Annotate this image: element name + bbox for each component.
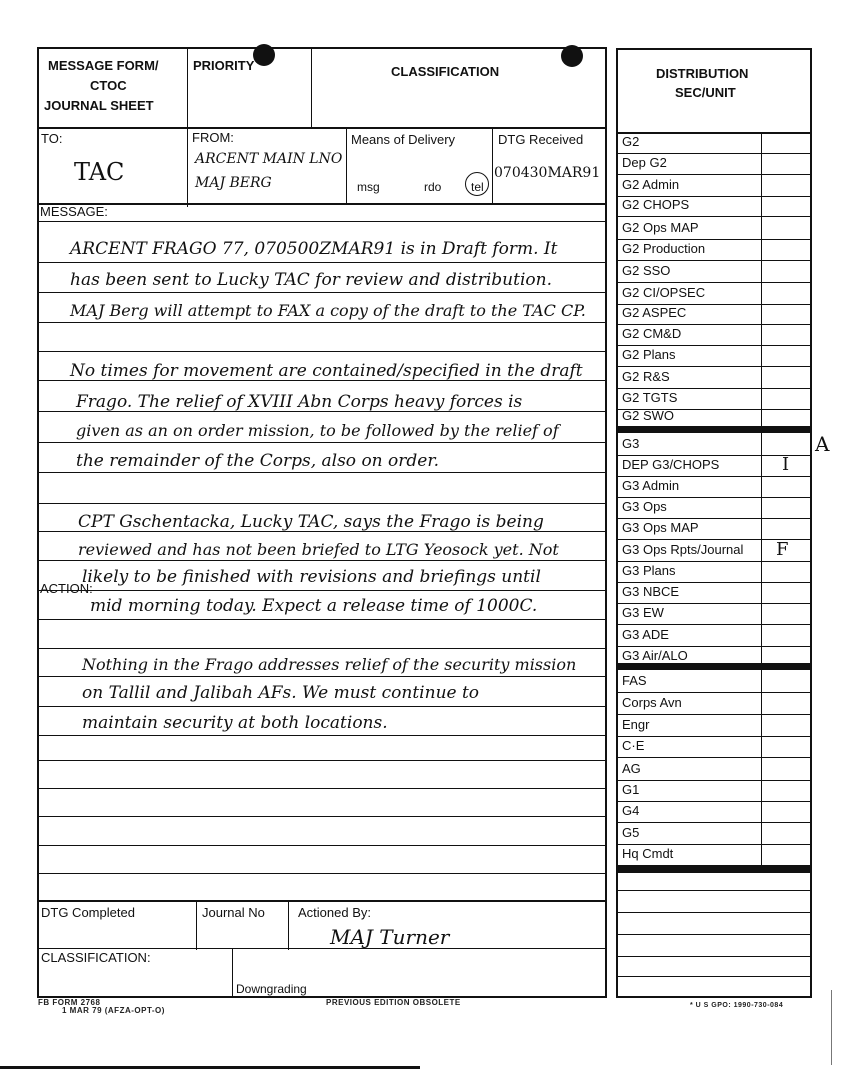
distribution-rule xyxy=(616,388,812,389)
means-option-tel: tel xyxy=(471,180,484,194)
distribution-item: Dep G2 xyxy=(622,155,667,170)
distribution-item: FAS xyxy=(622,673,647,688)
message-line: No times for movement are contained/specified in the draft xyxy=(70,361,583,381)
distribution-item: AG xyxy=(622,761,641,776)
distribution-rule xyxy=(616,174,812,175)
from-line-2: MAJ BERG xyxy=(195,175,272,191)
downgrading-label: Downgrading xyxy=(236,982,307,996)
distribution-section-bar xyxy=(616,426,812,433)
distribution-item: G2 TGTS xyxy=(622,390,678,405)
message-line: the remainder of the Corps, also on order. xyxy=(76,451,439,471)
actioned-by-signature: MAJ Turner xyxy=(330,925,450,949)
distribution-item: G3 Ops xyxy=(622,499,667,514)
previous-edition-note: PREVIOUS EDITION OBSOLETE xyxy=(326,998,461,1007)
distribution-item: G3 EW xyxy=(622,605,664,620)
distribution-rule xyxy=(616,757,812,758)
distribution-item: G2 SSO xyxy=(622,263,671,278)
distribution-item: G3 Ops Rpts/Journal xyxy=(622,542,744,557)
distribution-item: G3 xyxy=(622,436,640,451)
distribution-item: G2 Ops MAP xyxy=(622,220,699,235)
message-line: maintain security at both locations. xyxy=(82,713,388,733)
distribution-rule xyxy=(616,780,812,781)
dist-frame-bottom xyxy=(616,996,812,998)
distribution-rule xyxy=(616,844,812,845)
distribution-rule xyxy=(616,646,812,647)
distribution-section-bar xyxy=(616,663,812,670)
distribution-item: Engr xyxy=(622,717,650,732)
dtg-received-label: DTG Received xyxy=(498,132,584,147)
dist-mark-dep-g3-chops: I xyxy=(782,454,790,475)
dtg-received-value: 070430MAR91 xyxy=(494,165,601,181)
distribution-rule xyxy=(616,603,812,604)
distribution-rule xyxy=(616,345,812,346)
dist-frame-right xyxy=(810,48,812,998)
dist-mark-g3-ops-rpts: F xyxy=(776,539,789,560)
distribution-item: DEP G3/CHOPS xyxy=(622,457,720,472)
dist-header-bottom xyxy=(616,132,812,134)
page-edge-right xyxy=(831,990,832,1065)
means-option-msg: msg xyxy=(357,180,380,194)
distribution-rule xyxy=(616,324,812,325)
distribution-section-bar xyxy=(616,866,812,873)
distribution-item: G3 Plans xyxy=(622,563,676,578)
distribution-item: Corps Avn xyxy=(622,695,682,710)
message-line: given as an on order mission, to be followed by the relief of xyxy=(76,421,559,440)
distribution-item: G2 Production xyxy=(622,241,706,256)
to-label: TO: xyxy=(41,131,63,146)
distribution-title-line-2: SEC/UNIT xyxy=(675,85,736,100)
distribution-item: G3 Air/ALO xyxy=(622,648,688,663)
distribution-rule xyxy=(616,624,812,625)
distribution-item: G5 xyxy=(622,825,640,840)
distribution-item: G2 R&S xyxy=(622,369,670,384)
means-option-rdo: rdo xyxy=(424,180,442,194)
priority-label: PRIORITY xyxy=(193,58,255,73)
distribution-item: Hq Cmdt xyxy=(622,846,674,861)
distribution-rule xyxy=(616,582,812,583)
distribution-rule xyxy=(616,934,812,935)
distribution-rule xyxy=(616,736,812,737)
distribution-item: G2 xyxy=(622,134,640,149)
distribution-rule xyxy=(616,976,812,977)
distribution-rule xyxy=(616,822,812,823)
distribution-item: G2 Plans xyxy=(622,347,676,362)
footer-classification-label: CLASSIFICATION: xyxy=(41,950,151,965)
distribution-item: G2 ASPEC xyxy=(622,305,687,320)
page-edge-bottom xyxy=(0,1066,420,1069)
distribution-rule xyxy=(616,260,812,261)
message-label: MESSAGE: xyxy=(40,204,108,219)
message-line: Nothing in the Frago addresses relief of the security mission xyxy=(82,655,577,674)
distribution-item: G3 ADE xyxy=(622,627,669,642)
message-line: MAJ Berg will attempt to FAX a copy of the draft to the TAC CP. xyxy=(70,301,586,320)
form-title-line-2: CTOC xyxy=(90,78,127,93)
distribution-rule xyxy=(616,912,812,913)
distribution-rule xyxy=(616,216,812,217)
actioned-by-label: Actioned By: xyxy=(298,905,371,920)
from-label: FROM: xyxy=(192,130,234,145)
distribution-item: G2 CHOPS xyxy=(622,197,690,212)
message-line: reviewed and has not been briefed to LTG Yeosock yet. Not xyxy=(78,540,559,559)
distribution-item: G4 xyxy=(622,803,640,818)
distribution-rule xyxy=(616,239,812,240)
distribution-item: G3 NBCE xyxy=(622,584,680,599)
message-line: likely to be finished with revisions and briefings until xyxy=(82,567,541,587)
distribution-rule xyxy=(616,366,812,367)
distribution-item: G2 CM&D xyxy=(622,326,682,341)
to-value: TAC xyxy=(74,158,125,186)
distribution-rule xyxy=(616,153,812,154)
distribution-item: G1 xyxy=(622,782,640,797)
from-line-1: ARCENT MAIN LNO xyxy=(195,151,343,167)
message-line: on Tallil and Jalibah AFs. We must continue to xyxy=(82,683,480,703)
dist-frame-left xyxy=(616,48,618,998)
distribution-rule xyxy=(616,692,812,693)
distribution-item: G3 Admin xyxy=(622,478,680,493)
distribution-item: C·E xyxy=(622,738,645,753)
message-line: Frago. The relief of XVIII Abn Corps heavy forces is xyxy=(76,392,523,412)
distribution-rule xyxy=(616,518,812,519)
message-line: ARCENT FRAGO 77, 070500ZMAR91 is in Draft form. It xyxy=(70,239,558,259)
distribution-title-line-1: DISTRIBUTION xyxy=(656,66,749,81)
action-label: ACTION: xyxy=(40,581,93,596)
classification-label: CLASSIFICATION xyxy=(391,64,500,79)
distribution-item: G2 SWO xyxy=(622,408,675,423)
journal-no-label: Journal No xyxy=(202,905,265,920)
distribution-item: G2 CI/OPSEC xyxy=(622,285,706,300)
distribution-rule xyxy=(616,282,812,283)
distribution-rule xyxy=(616,476,812,477)
message-line: has been sent to Lucky TAC for review and distribution. xyxy=(70,270,552,290)
dist-frame-top xyxy=(616,48,812,50)
form-title-line-1: MESSAGE FORM/ xyxy=(48,58,159,73)
distribution-item: G3 Ops MAP xyxy=(622,520,699,535)
distribution-item: G2 Admin xyxy=(622,177,680,192)
distribution-rule xyxy=(616,801,812,802)
dist-mark-g3-side: A xyxy=(815,432,830,456)
message-line: mid morning today. Expect a release time of 1000C. xyxy=(90,596,538,616)
distribution-rule xyxy=(616,714,812,715)
means-of-delivery-label: Means of Delivery xyxy=(351,132,456,147)
gpo-note: * U S GPO: 1990-730-084 xyxy=(690,1002,784,1009)
form-number: FB FORM 2768 xyxy=(38,998,101,1007)
distribution-rule xyxy=(616,956,812,957)
dtg-completed-label: DTG Completed xyxy=(41,905,135,920)
distribution-rule xyxy=(616,890,812,891)
form-date: 1 MAR 79 (AFZA-OPT-O) xyxy=(62,1006,165,1015)
distribution-rule xyxy=(616,497,812,498)
form-title-line-3: JOURNAL SHEET xyxy=(44,98,154,113)
distribution-rule xyxy=(616,561,812,562)
message-line: CPT Gschentacka, Lucky TAC, says the Frago is being xyxy=(78,512,544,532)
